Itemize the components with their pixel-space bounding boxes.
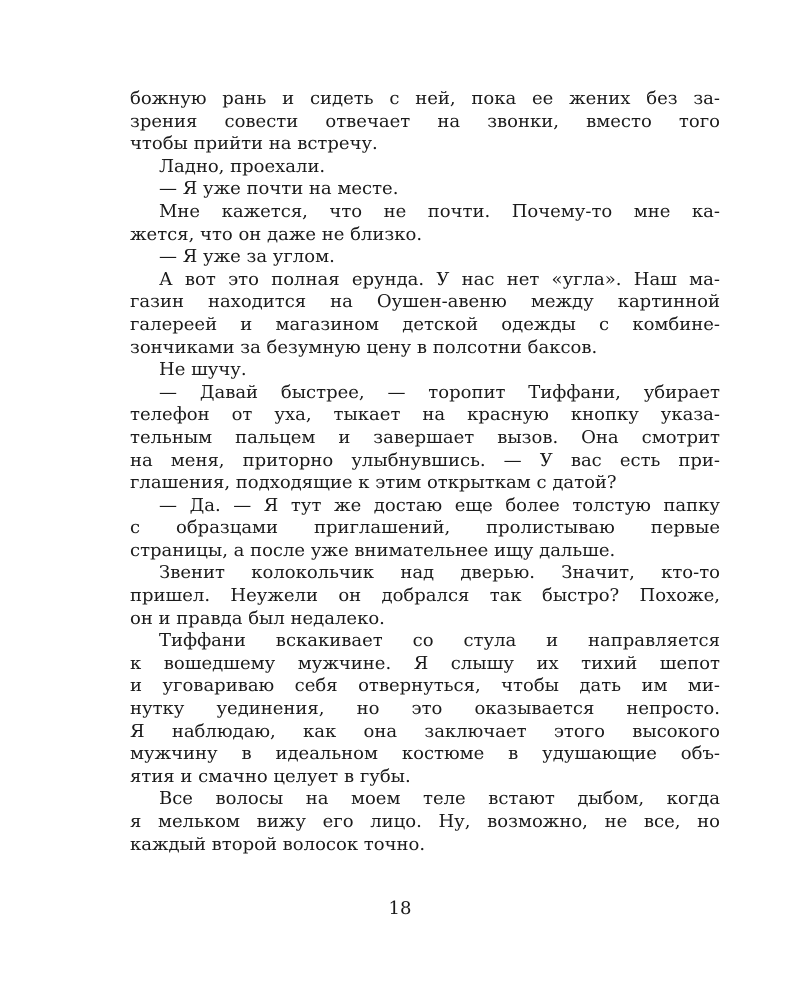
- text-line: Мне кажется, что не почти. Почему-то мне ка-: [159, 200, 720, 222]
- text-line: — Я уже почти на месте.: [159, 178, 399, 200]
- text-line: на меня, приторно улыбнувшись. — У вас есть при-: [130, 449, 720, 471]
- text-line: — Я уже за углом.: [159, 246, 335, 268]
- text-line: он и правда был недалеко.: [130, 607, 385, 629]
- text-line: к вошедшему мужчине. Я слышу их тихий шепот: [130, 652, 720, 674]
- text-line: Звенит колокольчик над дверью. Значит, кто-то: [159, 562, 720, 584]
- text-line: нутку уединения, но это оказывается непросто.: [130, 698, 720, 720]
- page-text: [130, 88, 720, 856]
- text-line: Не шучу.: [159, 359, 247, 381]
- text-line: — Да. — Я тут же достаю еще более толстую папку: [159, 494, 720, 516]
- text-line: зрения совести отвечает на звонки, вместо того: [130, 110, 720, 132]
- text-line: — Давай быстрее, — торопит Тиффани, убирает: [159, 381, 720, 403]
- text-line: с образцами приглашений, пролистываю первые: [130, 517, 720, 539]
- text-line: божную рань и сидеть с ней, пока ее жених без за-: [130, 88, 720, 109]
- text-line: зончиками за безумную цену в полсотни баксов.: [130, 336, 598, 358]
- text-line: телефон от уха, тыкает на красную кнопку указа-: [130, 404, 720, 426]
- text-line: Все волосы на моем теле встают дыбом, когда: [159, 788, 720, 810]
- text-line: газин находится на Оушен-авеню между картинной: [130, 291, 720, 313]
- page-number: 18: [388, 898, 412, 919]
- text-line: и уговариваю себя отвернуться, чтобы дать им ми-: [130, 675, 720, 697]
- text-line: ятия и смачно целует в губы.: [130, 765, 411, 787]
- text-line: пришел. Неужели он добрался так быстро? Похоже,: [130, 585, 720, 607]
- text-line: глашения, подходящие к этим открыткам с датой?: [130, 472, 617, 494]
- text-line: Ладно, проехали.: [159, 155, 326, 177]
- text-line: Тиффани вскакивает со стула и направляется: [159, 630, 720, 652]
- text-line: тельным пальцем и завершает вызов. Она смотрит: [130, 426, 720, 448]
- text-line: я мельком вижу его лицо. Ну, возможно, не все, но: [130, 811, 720, 832]
- text-line: чтобы прийти на встречу.: [130, 133, 378, 155]
- text-line: Я наблюдаю, как она заключает этого высокого: [130, 720, 720, 742]
- text-line: каждый второй волосок точно.: [130, 833, 426, 855]
- text-line: галереей и магазином детской одежды с комбине-: [130, 313, 720, 335]
- text-line: страницы, а после уже внимательнее ищу дальше.: [130, 539, 616, 561]
- text-line: мужчину в идеальном костюме в удушающие объ-: [130, 743, 720, 765]
- text-line: А вот это полная ерунда. У нас нет «угла». Наш ма-: [159, 268, 720, 290]
- text-line: жется, что он даже не близко.: [130, 223, 423, 245]
